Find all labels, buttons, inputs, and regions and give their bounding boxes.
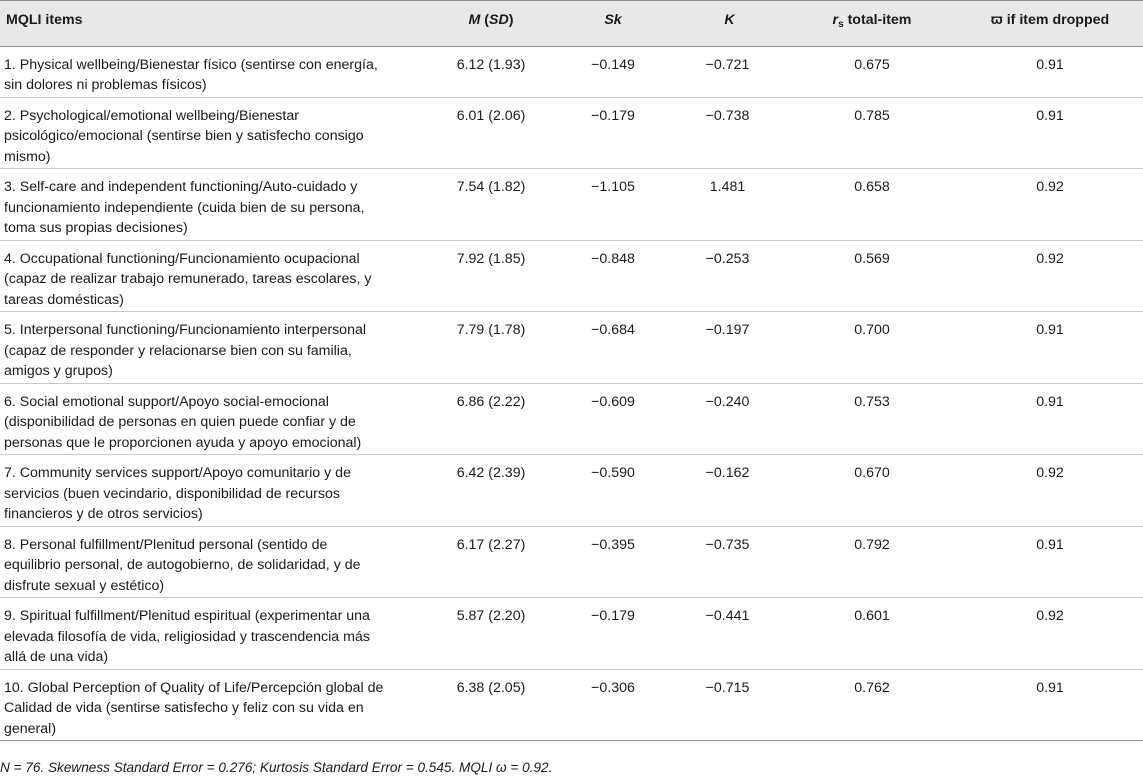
item-label: 5. Interpersonal functioning/Funcionamiento interpersonal (capaz de responder y relacionarse bien con su familia, amigos y grupos) [0, 312, 428, 384]
omega-if-dropped-cell: 0.91 [957, 526, 1143, 598]
rs-total-item-cell: 0.785 [787, 97, 957, 169]
item-label: 2. Psychological/emotional wellbeing/Bienestar psicológico/emocional (sentirse bien y satisfecho consigo mismo) [0, 97, 428, 169]
skewness-cell: −0.609 [554, 383, 672, 455]
omega-if-dropped-cell: 0.92 [957, 169, 1143, 241]
header-rs-total-item: $r_s$ total-item [787, 1, 957, 47]
mean-sd-cell: 7.92 (1.85) [428, 240, 554, 312]
kurtosis-cell: −0.735 [672, 526, 787, 598]
skewness-cell: −0.306 [554, 669, 672, 741]
item-label: 4. Occupational functioning/Funcionamiento ocupacional (capaz de realizar trabajo remunerado, tareas escolares, y tareas domésticas) [0, 240, 428, 312]
table-footnote: N = 76. Skewness Standard Error = 0.276; Kurtosis Standard Error = 0.545. MQLI ω = 0.92. [0, 760, 553, 775]
rs-total-item-cell: 0.762 [787, 669, 957, 741]
kurtosis-cell: −0.253 [672, 240, 787, 312]
rs-total-item-cell: 0.601 [787, 598, 957, 670]
item-label: 1. Physical wellbeing/Bienestar físico (sentirse con energía, sin dolores ni problemas físicos) [0, 46, 428, 97]
mean-sd-cell: 7.54 (1.82) [428, 169, 554, 241]
table-row [0, 526, 1143, 598]
skewness-cell: −0.684 [554, 312, 672, 384]
header-kurtosis: K [672, 1, 787, 47]
header-mean-sd [428, 1, 554, 47]
skewness-cell: −0.848 [554, 240, 672, 312]
table-row [0, 383, 1143, 455]
kurtosis-cell: −0.197 [672, 312, 787, 384]
omega-if-dropped-cell: 0.91 [957, 669, 1143, 741]
item-label: 10. Global Perception of Quality of Life/Percepción global de Calidad de vida (sentirse satisfecho y feliz con su vida en general) [0, 669, 428, 741]
omega-if-dropped-cell: 0.91 [957, 312, 1143, 384]
skewness-cell: −0.149 [554, 46, 672, 97]
item-label: 6. Social emotional support/Apoyo social-emocional (disponibilidad de personas en quien puede confiar y de personas que le proporcionen ayuda y apoyo emocional) [0, 383, 428, 455]
table-row [0, 312, 1143, 384]
skewness-cell: −0.179 [554, 97, 672, 169]
table-row [0, 169, 1143, 241]
skewness-cell: −0.179 [554, 598, 672, 670]
skewness-cell: −0.395 [554, 526, 672, 598]
kurtosis-cell: 1.481 [672, 169, 787, 241]
omega-if-dropped-cell: 0.92 [957, 240, 1143, 312]
omega-if-dropped-cell: 0.91 [957, 383, 1143, 455]
header-omega-if-dropped: ϖ if item dropped [957, 1, 1143, 47]
table-row [0, 455, 1143, 527]
rs-total-item-cell: 0.675 [787, 46, 957, 97]
omega-if-dropped-cell: 0.92 [957, 455, 1143, 527]
rs-total-item-cell: 0.670 [787, 455, 957, 527]
kurtosis-cell: −0.721 [672, 46, 787, 97]
header-mqli-items: MQLI items [0, 1, 428, 47]
mean-sd-cell: 6.38 (2.05) [428, 669, 554, 741]
kurtosis-cell: −0.738 [672, 97, 787, 169]
kurtosis-cell: −0.162 [672, 455, 787, 527]
kurtosis-cell: −0.441 [672, 598, 787, 670]
header-mean-label: M [468, 12, 481, 28]
table-row [0, 240, 1143, 312]
header-skewness: Sk [554, 1, 672, 47]
rs-total-item-cell: 0.658 [787, 169, 957, 241]
skewness-cell: −1.105 [554, 169, 672, 241]
rs-total-item-cell: 0.569 [787, 240, 957, 312]
mean-sd-cell: 6.12 (1.93) [428, 46, 554, 97]
omega-if-dropped-cell: 0.92 [957, 598, 1143, 670]
item-label: 9. Spiritual fulfillment/Plenitud espiritual (experimentar una elevada filosofía de vida, religiosidad y trascendencia más allá de una vida) [0, 598, 428, 670]
mean-sd-cell: 6.01 (2.06) [428, 97, 554, 169]
kurtosis-cell: −0.715 [672, 669, 787, 741]
mean-sd-cell: 6.42 (2.39) [428, 455, 554, 527]
item-label: 3. Self-care and independent functioning/Auto-cuidado y funcionamiento independiente (cuida bien de su persona, toma sus propias decisiones) [0, 169, 428, 241]
omega-if-dropped-cell: 0.91 [957, 97, 1143, 169]
header-sd-label: (SD) [484, 12, 514, 28]
kurtosis-cell: −0.240 [672, 383, 787, 455]
item-label: 7. Community services support/Apoyo comunitario y de servicios (buen vecindario, disponibilidad de recursos financieros y de otros servicios) [0, 455, 428, 527]
rs-total-item-cell: 0.792 [787, 526, 957, 598]
rs-total-item-cell: 0.753 [787, 383, 957, 455]
mean-sd-cell: 7.79 (1.78) [428, 312, 554, 384]
table-header-row [0, 1, 1143, 47]
item-label: 8. Personal fulfillment/Plenitud personal (sentido de equilibrio personal, de autogobierno, de solidaridad, y de disfrute sexual y estético) [0, 526, 428, 598]
table-row [0, 97, 1143, 169]
mean-sd-cell: 6.86 (2.22) [428, 383, 554, 455]
skewness-cell: −0.590 [554, 455, 672, 527]
table-row [0, 598, 1143, 670]
table-row [0, 669, 1143, 741]
table-row [0, 46, 1143, 97]
omega-if-dropped-cell: 0.91 [957, 46, 1143, 97]
mean-sd-cell: 5.87 (2.20) [428, 598, 554, 670]
rs-total-item-cell: 0.700 [787, 312, 957, 384]
mean-sd-cell: 6.17 (2.27) [428, 526, 554, 598]
